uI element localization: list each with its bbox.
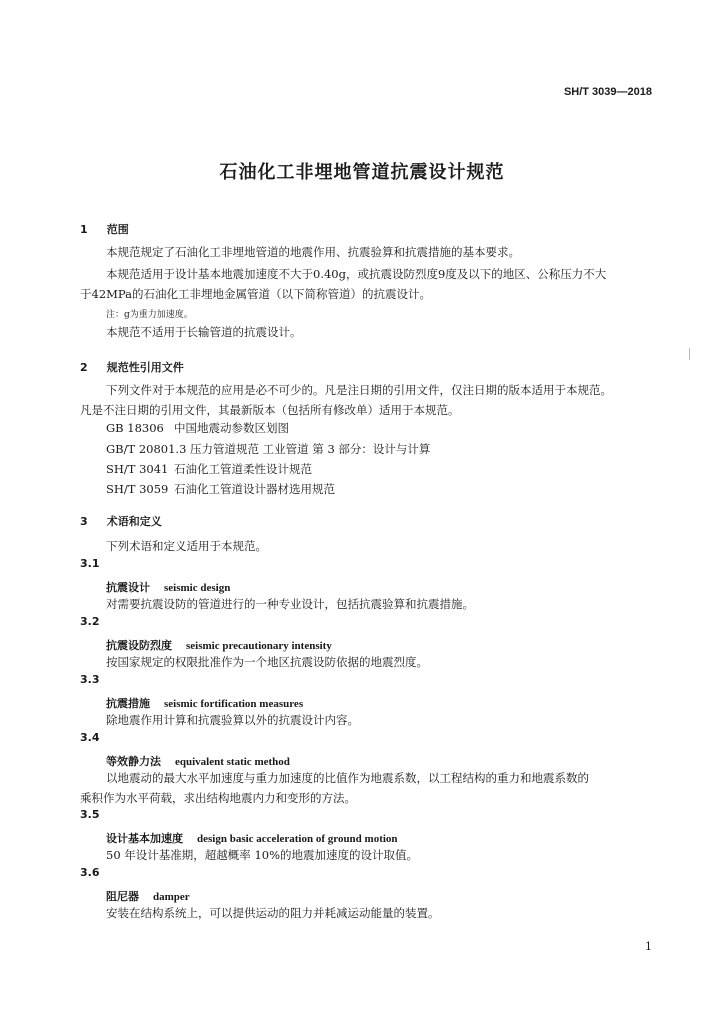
section-1-heading [80,218,129,237]
reference-title: 压力管道规范 工业管道 第 3 部分：设计与计算 [190,442,431,456]
reference-item [106,461,312,477]
reference-item [106,481,335,497]
term-heading [106,827,398,846]
term-number: 3.4 [80,731,100,744]
reference-item [106,420,289,436]
term-english: design basic acceleration of ground motion [197,833,398,845]
term-chinese: 等效静力法 [106,755,161,768]
paragraph: 本规范规定了石油化工非埋地管道的地震作用、抗震验算和抗震措施的基本要求。 [106,245,520,259]
term-chinese: 阻尼器 [106,890,139,903]
section-2-heading [80,356,184,375]
term-definition: 对需要抗震设防的管道进行的一种专业设计，包括抗震验算和抗震措施。 [106,597,474,611]
term-number: 3.6 [80,866,100,879]
term-english: seismic precautionary intensity [186,640,332,652]
section-number: 1 [80,223,88,236]
scan-mark [689,348,690,360]
reference-code: SH/T 3041 [106,462,169,476]
reference-code: GB 18306 [106,421,164,435]
term-chinese: 抗震设防烈度 [106,639,172,652]
paragraph: 于42MPa的石油化工非埋地金属管道（以下简称管道）的抗震设计。 [80,287,431,301]
term-number: 3.5 [80,808,100,821]
reference-item [106,441,430,457]
term-english: seismic design [164,582,231,594]
term-number: 3.3 [80,673,100,686]
section-number: 2 [80,361,88,374]
section-number: 3 [80,515,88,528]
term-english: damper [153,891,190,903]
term-definition: 安装在结构系统上，可以提供运动的阻力并耗减运动能量的装置。 [106,906,440,920]
paragraph: 本规范适用于设计基本地震加速度不大于0.40g，或抗震设防烈度9度及以下的地区、公称压力不大 [106,267,607,281]
term-heading [106,692,303,711]
reference-code: SH/T 3059 [106,482,169,496]
reference-title: 石油化工管道柔性设计规范 [174,462,312,476]
page-title: 石油化工非埋地管道抗震设计规范 [219,162,505,183]
term-chinese: 抗震设计 [106,581,150,594]
term-definition: 按国家规定的权限批准作为一个地区抗震设防依据的地震烈度。 [106,655,428,669]
term-chinese: 抗震措施 [106,697,150,710]
reference-code: GB/T 20801.3 [106,442,187,456]
term-number: 3.2 [80,615,100,628]
reference-title: 石油化工管道设计器材选用规范 [174,482,335,496]
term-definition: 除地震作用计算和抗震验算以外的抗震设计内容。 [106,713,359,727]
term-heading [106,750,290,769]
reference-title: 中国地震动参数区划图 [174,421,289,435]
section-title: 范围 [106,223,129,236]
term-definition: 乘积作为水平荷载，求出结构地震内力和变形的方法。 [80,791,356,805]
standard-code: SH/T 3039—2018 [563,86,652,98]
term-definition: 50 年设计基准期，超越概率 10%的地震加速度的设计取值。 [106,848,419,862]
term-heading [106,885,190,904]
term-definition: 以地震动的最大水平加速度与重力加速度的比值作为地震系数，以工程结构的重力和地震系数的 [106,771,589,785]
term-chinese: 设计基本加速度 [106,832,183,845]
section-title: 规范性引用文件 [106,361,184,374]
term-number: 3.1 [80,557,100,570]
term-english: equivalent static method [175,756,290,768]
term-heading [106,576,230,595]
section-title: 术语和定义 [106,515,162,528]
paragraph: 下列术语和定义适用于本规范。 [106,539,267,553]
page-number: 1 [645,940,652,953]
paragraph: 凡是不注日期的引用文件，其最新版本（包括所有修改单）适用于本规范。 [80,403,460,417]
section-3-heading [80,510,162,529]
term-heading [106,634,332,653]
note: 注：g为重力加速度。 [106,310,193,320]
paragraph: 下列文件对于本规范的应用是必不可少的。凡是注日期的引用文件，仅注日期的版本适用于本规范。 [106,383,612,397]
term-english: seismic fortification measures [164,698,304,710]
paragraph: 本规范不适用于长输管道的抗震设计。 [106,325,302,339]
